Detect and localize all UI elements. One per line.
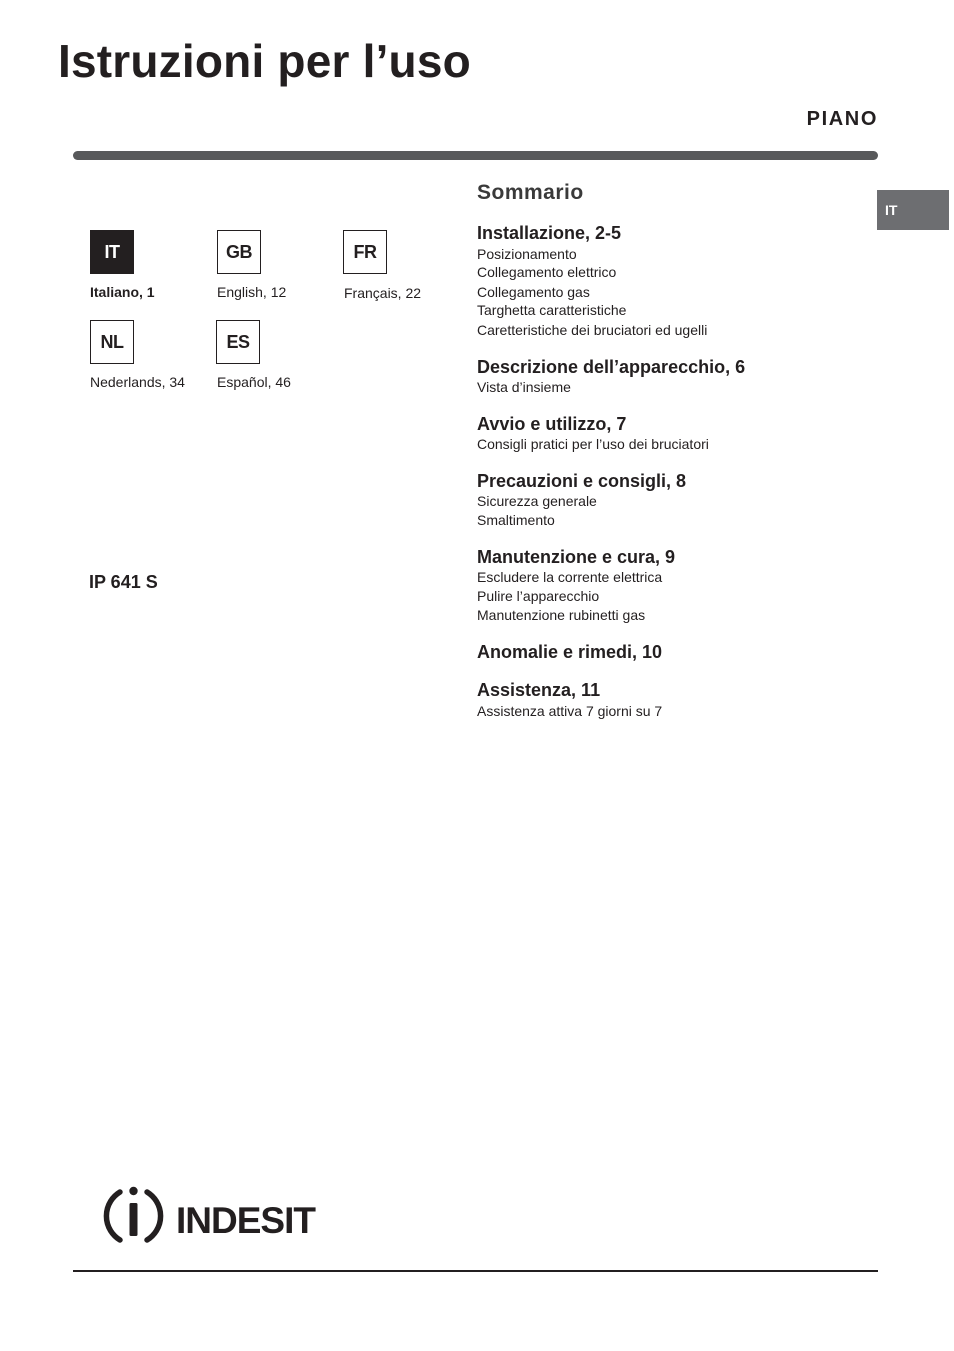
toc-item[interactable]: Assistenza attiva 7 giorni su 7 <box>477 703 663 719</box>
language-option-it[interactable] <box>90 230 134 274</box>
language-code-box: GB <box>217 230 261 274</box>
toc-section-title[interactable]: Precauzioni e consigli, 8 <box>477 471 687 491</box>
toc-title: Sommario <box>477 181 584 204</box>
language-option-es[interactable] <box>216 320 260 364</box>
page-title: Istruzioni per l’uso <box>58 35 471 87</box>
language-option-fr[interactable] <box>343 230 387 274</box>
indesit-i-logo-icon <box>100 1182 340 1250</box>
language-side-tab-label: IT <box>885 202 898 218</box>
toc-section-title[interactable]: Avvio e utilizzo, 7 <box>477 414 627 434</box>
footer-divider-line <box>73 1270 878 1272</box>
toc-item[interactable]: Posizionamento <box>477 246 577 262</box>
product-type-label: PIANO <box>806 108 878 130</box>
toc-section-title[interactable]: Assistenza, 11 <box>477 680 601 700</box>
indesit-logo <box>100 1182 340 1250</box>
indesit-wordmark: INDESIT <box>176 1200 315 1241</box>
toc-item[interactable]: Sicurezza generale <box>477 493 597 509</box>
language-code-box: NL <box>90 320 134 364</box>
header-divider-bar <box>73 151 878 160</box>
language-label[interactable]: English, 12 <box>217 284 287 300</box>
toc-section-title[interactable]: Manutenzione e cura, 9 <box>477 547 676 567</box>
toc-item[interactable]: Consigli pratici per l’uso dei bruciatori <box>477 436 709 452</box>
language-option-nl[interactable] <box>90 320 134 364</box>
language-code-box: FR <box>343 230 387 274</box>
language-code-box: IT <box>90 230 134 274</box>
toc-item[interactable]: Manutenzione rubinetti gas <box>477 607 646 623</box>
toc-item[interactable]: Collegamento elettrico <box>477 264 617 280</box>
language-label[interactable]: Italiano, 1 <box>90 284 155 300</box>
language-side-tab[interactable] <box>877 190 949 230</box>
language-label[interactable]: Français, 22 <box>344 285 422 301</box>
toc-item[interactable]: Collegamento gas <box>477 284 590 300</box>
toc-item[interactable]: Pulire l’apparecchio <box>477 588 600 604</box>
toc-section-title[interactable]: Descrizione dell’apparecchio, 6 <box>477 357 746 377</box>
toc-item[interactable]: Smaltimento <box>477 512 555 528</box>
language-label[interactable]: Español, 46 <box>217 374 291 390</box>
language-code-box: ES <box>216 320 260 364</box>
toc-item[interactable]: Caretteristiche dei bruciatori ed ugelli <box>477 322 708 338</box>
toc-item[interactable]: Targhetta caratteristiche <box>477 302 627 318</box>
toc-section-title[interactable]: Installazione, 2-5 <box>477 223 622 243</box>
language-label[interactable]: Nederlands, 34 <box>90 374 185 390</box>
language-option-gb[interactable] <box>217 230 261 274</box>
toc-item[interactable]: Vista d’insieme <box>477 379 571 395</box>
toc-item[interactable]: Escludere la corrente elettrica <box>477 569 663 585</box>
toc-section-title[interactable]: Anomalie e rimedi, 10 <box>477 642 663 662</box>
model-number: IP 641 S <box>89 572 158 592</box>
